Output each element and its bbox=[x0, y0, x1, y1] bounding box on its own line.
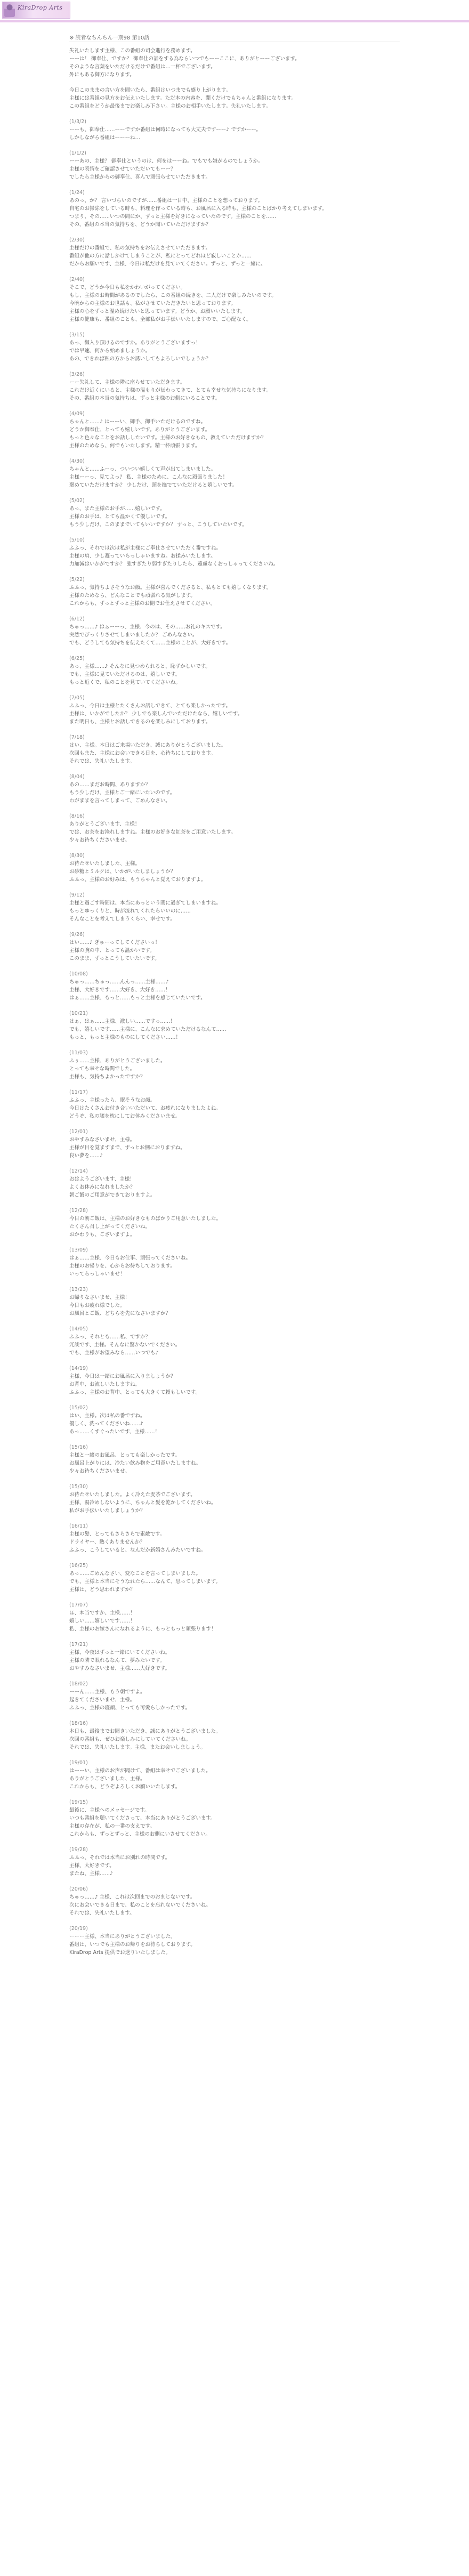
transcript-paragraph bbox=[69, 536, 410, 568]
transcript-paragraph bbox=[69, 1522, 410, 1554]
transcript-paragraph bbox=[69, 47, 410, 79]
paragraph-timestamp: (6/12) bbox=[69, 616, 85, 622]
paragraph-line: 主様は、いかがでしたか？ 少しでも楽しんでいただけたなら、嬉しいです。 bbox=[69, 711, 243, 717]
paragraph-line: おはようございます、主様！ bbox=[69, 1176, 135, 1182]
paragraph-timestamp: (14/19) bbox=[69, 1366, 88, 1371]
paragraph-timestamp: (19/15) bbox=[69, 1799, 88, 1805]
paragraph-line: 主様の髪、とってもさらさらで素敵です。 bbox=[69, 1531, 165, 1537]
transcript-paragraph bbox=[69, 733, 410, 765]
transcript-paragraph bbox=[69, 694, 410, 726]
paragraph-timestamp: (11/03) bbox=[69, 1050, 88, 1056]
paragraph-timestamp: (7/18) bbox=[69, 734, 85, 740]
transcript-paragraph bbox=[69, 276, 410, 324]
paragraph-line: 少々お待ちくださいませ。 bbox=[69, 1468, 130, 1474]
paragraph-line: 主様の健康も、番組のことも、全部私がお手伝いいたしますので、ご心配なく。 bbox=[69, 317, 252, 322]
transcript-paragraph bbox=[69, 149, 410, 181]
paragraph-line: ちゅっ……ちゅっ……んんっ……主様……♪ bbox=[69, 979, 169, 985]
logo-figure-icon bbox=[4, 3, 15, 17]
transcript-paragraph bbox=[69, 1443, 410, 1475]
transcript-paragraph bbox=[69, 1641, 410, 1673]
paragraph-line: でも、主様がお望みなら……いつでも♪ bbox=[69, 1350, 159, 1356]
paragraph-line: これからも、ずっとずっと、主様のお側にいさせてください。 bbox=[69, 1831, 211, 1837]
transcript-paragraph bbox=[69, 1562, 410, 1594]
paragraph-line: お背中、お流しいたしますね。 bbox=[69, 1382, 141, 1387]
transcript-paragraph bbox=[69, 118, 410, 142]
paragraph-line: おやすみなさいませ、主様。 bbox=[69, 1137, 135, 1143]
paragraph-line: 主様の隣で眠れるなんて、夢みたいです。 bbox=[69, 1658, 165, 1664]
paragraph-line: このまま、ずっとこうしていたいです。 bbox=[69, 956, 160, 962]
paragraph-line: おやすみなさいませ、主様……大好きです。 bbox=[69, 1666, 170, 1671]
transcript-paragraph bbox=[69, 655, 410, 687]
paragraph-line: だからお願いです、主様、今日は私だけを見ていてください。ずっと、ずっと一緒に。 bbox=[69, 261, 266, 267]
paragraph-line: お待たせいたしました。よく冷えた麦茶でございます。 bbox=[69, 1492, 196, 1498]
paragraph-line: 嬉しい……嬉しいです……！ bbox=[69, 1618, 135, 1624]
paragraph-line: ふふっ、こうしていると、なんだか新婚さんみたいですね。 bbox=[69, 1547, 206, 1553]
paragraph-timestamp: (19/01) bbox=[69, 1760, 88, 1766]
transcript-paragraph bbox=[69, 236, 410, 268]
paragraph-line: 主様、湯冷めしないように、ちゃんと髪を乾かしてくださいね。 bbox=[69, 1500, 216, 1506]
transcript-paragraph bbox=[69, 1759, 410, 1791]
paragraph-line: 主様と一緒のお風呂、とっても楽しかったです。 bbox=[69, 1452, 181, 1458]
transcript-paragraph bbox=[69, 1364, 410, 1396]
paragraph-line: もっとゆっくりと、時が流れてくれたらいいのに…… bbox=[69, 908, 191, 914]
paragraph-line: お砂糖とミルクは、いかがいたしましょうか？ bbox=[69, 869, 176, 875]
transcript-paragraph bbox=[69, 812, 410, 844]
paragraph-line: いってらっしゃいませ！ bbox=[69, 1271, 125, 1277]
paragraph-line: あの、できれば私の方からお誘いしてもよろしいでしょうか？ bbox=[69, 356, 211, 362]
paragraph-timestamp: (3/15) bbox=[69, 332, 85, 338]
paragraph-timestamp: (15/30) bbox=[69, 1484, 88, 1490]
paragraph-line: 主様のお帰りを、心からお待ちしております。 bbox=[69, 1263, 175, 1269]
paragraph-line: 主様の表情をご確認させていただいてもーー？ bbox=[69, 166, 176, 172]
paragraph-line: 本日も、最後までお聞きいただき、誠にありがとうございました。 bbox=[69, 1729, 221, 1734]
paragraph-timestamp: (6/25) bbox=[69, 656, 85, 661]
paragraph-line: たくさん召し上がってくださいね。 bbox=[69, 1224, 151, 1230]
transcript-paragraph bbox=[69, 1128, 410, 1160]
paragraph-line: でも、どうしても気持ちを伝えたくて……主様のことが、大好きです。 bbox=[69, 640, 231, 646]
transcript-paragraph bbox=[69, 1049, 410, 1081]
paragraph-timestamp: (1/3/2) bbox=[69, 119, 86, 125]
paragraph-line: 突然でびっくりさせてしまいましたか？ ごめんなさい。 bbox=[69, 632, 198, 638]
paragraph-timestamp: (12/01) bbox=[69, 1129, 88, 1135]
paragraph-line: はぁ……主様、もっと……もっと主様を感じていたいです。 bbox=[69, 995, 206, 1001]
paragraph-line: その、番組の本当の気持ちは、ずっと主様のお側にいることです。 bbox=[69, 395, 221, 401]
paragraph-line: これからも、ずっとずっと主様のお側でお仕えさせてください。 bbox=[69, 601, 216, 607]
paragraph-line: またね、主様……♪ bbox=[69, 1871, 114, 1877]
paragraph-line: ふふっ、主様ったら、眠そうなお顔。 bbox=[69, 1097, 156, 1103]
paragraph-line: ーー失礼して、主様の隣に座らせていただきます。 bbox=[69, 379, 185, 385]
transcript-paragraph bbox=[69, 852, 410, 884]
paragraph-timestamp: (17/07) bbox=[69, 1602, 88, 1608]
paragraph-line: あっ……ごめんなさい、変なことを言ってしまいました。 bbox=[69, 1571, 201, 1577]
paragraph-line: いつも番組を聴いてくださって、本当にありがとうございます。 bbox=[69, 1815, 216, 1821]
paragraph-line: ーーあの、主様？ 御奉仕というのは、何をはーーね。でもでも嫌がるのでしょうか。 bbox=[69, 158, 263, 164]
paragraph-line: ふふっ、それでは本当にお別れの時間です。 bbox=[69, 1855, 171, 1861]
paragraph-line: 朝ご飯のご用意ができておりますよ。 bbox=[69, 1192, 156, 1198]
paragraph-line: 私、主様のお嫁さんになれるように、もっともっと頑張ります！ bbox=[69, 1626, 216, 1632]
paragraph-line: 優しく、洗ってくださいね……♪ bbox=[69, 1421, 143, 1427]
paragraph-line: はい、主様。次は私の番ですね。 bbox=[69, 1413, 145, 1419]
paragraph-line: 失礼いたします主様、この番組の司会進行を務めます。 bbox=[69, 48, 196, 54]
paragraph-line: もっと、もっと主様のものにしてください……！ bbox=[69, 1035, 181, 1040]
paragraph-line: 次回の番組も、ぜひお楽しみにしていてくださいね。 bbox=[69, 1737, 191, 1742]
paragraph-line: ーーん……主様、もう朝ですよ。 bbox=[69, 1689, 145, 1695]
paragraph-line: 主様ーーっ、見てよっ？ 私、主様のために、こんなに頑張りました！ bbox=[69, 474, 228, 480]
transcript-paragraph bbox=[69, 331, 410, 363]
paragraph-line: それでは、失礼いたします。主様、またお会いしましょう。 bbox=[69, 1745, 206, 1750]
paragraph-line: ちゃんと……ふーっ、ついつい嬉しくて声が出てしまいました。 bbox=[69, 466, 216, 472]
paragraph-timestamp: (19/28) bbox=[69, 1847, 88, 1853]
page-title bbox=[69, 33, 149, 41]
paragraph-line: はぁ……主様、今日もお仕事、頑張ってくださいね。 bbox=[69, 1255, 191, 1261]
paragraph-line: はい、主様。本日はご来場いただき、誠にありがとうございました。 bbox=[69, 742, 227, 748]
paragraph-line: これだけ近くにいると、主様の温もりが伝わってきて、とても幸せな気持ちになります。 bbox=[69, 387, 271, 393]
logo-text: KiraDrop Arts bbox=[18, 4, 63, 11]
paragraph-line: とっても幸せな時間でした。 bbox=[69, 1066, 135, 1072]
paragraph-line: そのような言葉をいただけるだけで番組は…一杯でございます。 bbox=[69, 64, 216, 70]
transcript-paragraph bbox=[69, 1404, 410, 1436]
paragraph-line: 主様だけの番組で、私の気持ちをお伝えさせていただきます。 bbox=[69, 245, 211, 251]
transcript-paragraph bbox=[69, 773, 410, 805]
paragraph-line: KiraDrop Arts 提供でお送りいたしました。 bbox=[69, 1950, 171, 1956]
site-logo[interactable] bbox=[2, 2, 70, 19]
paragraph-line: 冗談です、主様。そんなに驚かないでください。 bbox=[69, 1342, 181, 1348]
transcript-paragraph bbox=[69, 410, 410, 450]
paragraph-line: 良い夢を……♪ bbox=[69, 1153, 103, 1159]
paragraph-line: 主様、大好きです。 bbox=[69, 1863, 115, 1869]
paragraph-timestamp: (8/04) bbox=[69, 774, 85, 780]
transcript-paragraph bbox=[69, 370, 410, 402]
paragraph-timestamp: (3/26) bbox=[69, 372, 85, 377]
paragraph-line: ふふっ、主様の寝顔、とっても可愛らしかったです。 bbox=[69, 1705, 191, 1711]
paragraph-line: あっ、御入り頂けるのですか。ありがとうございますっ！ bbox=[69, 340, 201, 346]
transcript-paragraph bbox=[69, 970, 410, 1002]
transcript-paragraph bbox=[69, 189, 410, 229]
transcript-paragraph bbox=[69, 615, 410, 647]
transcript-paragraph bbox=[69, 1798, 410, 1838]
paragraph-line: 主様のためなら、どんなことでも頑張れる気がします。 bbox=[69, 593, 196, 599]
transcript-paragraph bbox=[69, 1088, 410, 1120]
paragraph-line: そこで、どうか今日も私をかわいがってください。 bbox=[69, 285, 186, 290]
paragraph-line: ーーー主様、本当にありがとうございました。 bbox=[69, 1934, 176, 1940]
paragraph-line: 今日の朝ご飯は、主様のお好きなものばかりご用意いたしました。 bbox=[69, 1216, 222, 1222]
paragraph-line: 力加減はいかがですか？ 強すぎたり弱すぎたりしたら、遠慮なくおっしゃってくださいね。 bbox=[69, 561, 279, 567]
paragraph-line: お帰りなさいませ、主様！ bbox=[69, 1295, 130, 1301]
paragraph-line: でしたら主様からの御奉仕、喜んで頑張らせていただきます。 bbox=[69, 174, 211, 180]
paragraph-line: 主様の肩、少し凝っていらっしゃいますね。お揉みいたします。 bbox=[69, 553, 216, 559]
paragraph-timestamp: (2/30) bbox=[69, 237, 85, 243]
paragraph-timestamp: (11/17) bbox=[69, 1089, 88, 1095]
paragraph-line: ふふっ、気持ちよさそうなお顔。主様が喜んでくださると、私もとても嬉しくなります。 bbox=[69, 585, 272, 591]
paragraph-line: では早速、何から始めましょうか。 bbox=[69, 348, 151, 354]
paragraph-timestamp: (4/09) bbox=[69, 411, 85, 417]
paragraph-line: あっ、主様……♪ そんなに見つめられると、恥ずかしいです。 bbox=[69, 664, 211, 669]
paragraph-line: でも、嬉しいです……主様に、こんなに求めていただけるなんて…… bbox=[69, 1027, 227, 1032]
transcript-paragraph bbox=[69, 1885, 410, 1917]
paragraph-timestamp: (15/16) bbox=[69, 1444, 88, 1450]
paragraph-line: ーーは！ 御奉仕、ですか？ 御奉仕の話をする為ならいつでもーーここに、ありがとーーございます。 bbox=[69, 56, 300, 62]
paragraph-line: ふふっ、今日は主様とたくさんお話しできて、とても楽しかったです。 bbox=[69, 703, 231, 709]
paragraph-line: 最後に、主様へのメッセージです。 bbox=[69, 1807, 150, 1813]
paragraph-line: 少々お待ちくださいませ。 bbox=[69, 837, 130, 843]
paragraph-timestamp: (13/09) bbox=[69, 1247, 88, 1253]
paragraph-line: ふぅ……主様、ありがとうございました。 bbox=[69, 1058, 166, 1064]
paragraph-line: ありがとうございました、主様。 bbox=[69, 1776, 145, 1782]
paragraph-line: お風呂とご飯、どちらを先になさいますか？ bbox=[69, 1311, 171, 1317]
paragraph-line: それでは、失礼いたします。 bbox=[69, 758, 135, 764]
paragraph-timestamp: (13/23) bbox=[69, 1287, 88, 1293]
paragraph-line: ちゅっ……♪ 主様、これは次回までのおまじないです。 bbox=[69, 1894, 196, 1900]
paragraph-timestamp: (1/24) bbox=[69, 190, 85, 196]
paragraph-line: つまり、その……いつの間にか、ずっと主様を好きになっていたのです。主様のことを…… bbox=[69, 214, 277, 220]
paragraph-line: 今日このままの言い方を聞いたら、番組はいつまでも盛り上がります。 bbox=[69, 87, 231, 93]
paragraph-line: これからも、どうぞよろしくお願いいたします。 bbox=[69, 1784, 181, 1790]
paragraph-line: 今晩からの主様のお世話も、私がさせていただきたいと思っております。 bbox=[69, 301, 236, 306]
paragraph-line: 主様、今日は一緒にお風呂に入りましょうか？ bbox=[69, 1374, 176, 1379]
paragraph-line: はぁ、はぁ……主様、激しい……ですっ……！ bbox=[69, 1019, 175, 1024]
paragraph-timestamp: (16/25) bbox=[69, 1563, 88, 1569]
paragraph-line: ふふっ、主様のお背中、とっても大きくて頼もしいです。 bbox=[69, 1390, 201, 1395]
paragraph-timestamp: (12/14) bbox=[69, 1168, 88, 1174]
paragraph-line: 外にもある御方になります。 bbox=[69, 72, 135, 78]
paragraph-line: どうか御奉仕、とっても嬉しいです。ありがとうございます。 bbox=[69, 427, 211, 433]
paragraph-line: でも、主様と本当にそうなれたら……なんて、思ってしまいます。 bbox=[69, 1579, 221, 1585]
paragraph-line: 主様の存在が、私の一番の支えです。 bbox=[69, 1823, 155, 1829]
paragraph-line: ちゃんと……♪ はーーい、御手、御手いただけるのですね。 bbox=[69, 419, 206, 425]
paragraph-line: ほ、本当ですか、主様……！ bbox=[69, 1610, 135, 1616]
transcript-paragraph bbox=[69, 1680, 410, 1712]
site-banner bbox=[0, 0, 469, 20]
paragraph-line: お待たせいたしました、主様。 bbox=[69, 861, 141, 867]
paragraph-timestamp: (9/12) bbox=[69, 892, 85, 898]
paragraph-timestamp: (10/08) bbox=[69, 971, 88, 977]
transcript-paragraph bbox=[69, 86, 410, 110]
transcript-paragraph bbox=[69, 1846, 410, 1878]
paragraph-line: ありがとうございます、主様！ bbox=[69, 821, 140, 827]
paragraph-line: ふふっ、それでは次は私が主様にご奉仕させていただく番ですね。 bbox=[69, 545, 222, 551]
transcript-paragraph bbox=[69, 1286, 410, 1318]
paragraph-line: お風呂上がりには、冷たい飲み物をご用意いたしますね。 bbox=[69, 1460, 201, 1466]
transcript-body bbox=[69, 47, 410, 1964]
paragraph-line: 主様と過ごす時間は、本当にあっという間に過ぎてしまいますね。 bbox=[69, 900, 221, 906]
paragraph-timestamp: (1/1/2) bbox=[69, 150, 86, 156]
paragraph-line: 次にお会いできる日まで、私のことを忘れないでくださいね。 bbox=[69, 1902, 211, 1908]
transcript-paragraph bbox=[69, 1719, 410, 1751]
paragraph-timestamp: (15/02) bbox=[69, 1405, 88, 1411]
paragraph-line: もう少しだけ、主様とご一緒にいたいのです。 bbox=[69, 790, 175, 796]
transcript-paragraph bbox=[69, 931, 410, 963]
paragraph-line: ちゅっ……♪ はぁーーっ、主様、今のは、その……お礼のキスです。 bbox=[69, 624, 225, 630]
paragraph-line: 番組は、いつでも主様のお帰りをお待ちしております。 bbox=[69, 1942, 196, 1948]
paragraph-timestamp: (8/30) bbox=[69, 853, 85, 859]
transcript-paragraph bbox=[69, 576, 410, 608]
transcript-paragraph bbox=[69, 1325, 410, 1357]
paragraph-timestamp: (5/10) bbox=[69, 537, 85, 543]
paragraph-line: あのっ、か？ 言いづらいのですが……番組は一日中、主様のことを想っております。 bbox=[69, 198, 263, 204]
paragraph-line: わがままを言ってしまって、ごめんなさい。 bbox=[69, 798, 171, 804]
paragraph-timestamp: (2/40) bbox=[69, 277, 85, 282]
transcript-paragraph bbox=[69, 1167, 410, 1199]
paragraph-line: 主様も、気持ちよかったですか？ bbox=[69, 1074, 145, 1080]
paragraph-line: また明日も、主様とお話しできるのを楽しみにしております。 bbox=[69, 719, 211, 725]
paragraph-line: ふふっ、主様のお好みは、もうちゃんと覚えておりますよ。 bbox=[69, 877, 206, 883]
paragraph-line: おかわりも、ございますよ。 bbox=[69, 1232, 135, 1238]
paragraph-timestamp: (8/16) bbox=[69, 813, 85, 819]
paragraph-timestamp: (18/16) bbox=[69, 1721, 88, 1726]
paragraph-line: もう少しだけ、このままでいてもいいですか？ ずっと、こうしていたいです。 bbox=[69, 522, 247, 528]
paragraph-line: 主様が目を覚ますまで、ずっとお側におりますね。 bbox=[69, 1145, 185, 1151]
paragraph-line: どうぞ、私の膝を枕にしてお休みくださいませ。 bbox=[69, 1113, 181, 1119]
transcript-paragraph bbox=[69, 1925, 410, 1957]
transcript-paragraph bbox=[69, 891, 410, 923]
paragraph-timestamp: (17/21) bbox=[69, 1642, 88, 1648]
paragraph-line: 主様の腕の中、とっても温かいです。 bbox=[69, 948, 155, 954]
paragraph-line: もし、主様のお時間があるのでしたら、この番組の続きを、二人だけで楽しみたいのです。 bbox=[69, 293, 277, 298]
paragraph-line: 主様には番組の見方をお伝えいたします。ただ本の内容を、聞くだけでもちゃんと番組になります。 bbox=[69, 95, 296, 101]
paragraph-line: 今日もお疲れ様でした。 bbox=[69, 1303, 125, 1309]
paragraph-timestamp: (16/11) bbox=[69, 1523, 88, 1529]
paragraph-timestamp: (10/21) bbox=[69, 1011, 88, 1016]
paragraph-line: 主様の心をずっと温め続けたいと思っています。どうか、お願いいたします。 bbox=[69, 309, 246, 314]
paragraph-line: はーーい、主様のお声が聞けて、番組は幸せでございました。 bbox=[69, 1768, 211, 1774]
paragraph-line: あの……まだお時間、ありますか？ bbox=[69, 782, 151, 788]
paragraph-line: では、お茶をお淹れしますね。主様のお好きな紅茶をご用意いたします。 bbox=[69, 829, 236, 835]
paragraph-line: 主様は、どう思われますか？ bbox=[69, 1587, 135, 1593]
transcript-paragraph bbox=[69, 1246, 410, 1278]
paragraph-line: ふふっ、それとも……私、ですか？ bbox=[69, 1334, 151, 1340]
paragraph-line: 今日はたくさんお付き合いいただいて、お疲れになりましたよね。 bbox=[69, 1105, 221, 1111]
paragraph-timestamp: (12/28) bbox=[69, 1208, 88, 1214]
transcript-paragraph bbox=[69, 497, 410, 529]
paragraph-line: ドライヤー、熱くありませんか？ bbox=[69, 1539, 145, 1545]
page-title-text: ※ 読者なちんちん一期98 第10話 bbox=[69, 35, 150, 41]
paragraph-line: 主様のお手は、とても温かくて優しいです。 bbox=[69, 514, 171, 520]
paragraph-line: それでは、失礼いたします。 bbox=[69, 1910, 135, 1916]
paragraph-line: 主様、大好きです……大好き、大好き……！ bbox=[69, 987, 171, 993]
paragraph-timestamp: (5/22) bbox=[69, 577, 85, 583]
paragraph-line: しかしながら番組はーーーね… bbox=[69, 135, 141, 141]
paragraph-timestamp: (5/02) bbox=[69, 498, 85, 504]
paragraph-timestamp: (20/19) bbox=[69, 1926, 88, 1932]
paragraph-line: この番組をどうか最後までお楽しみ下さい。主様のお相手いたします。失礼いたします。 bbox=[69, 103, 271, 109]
transcript-paragraph bbox=[69, 1010, 410, 1041]
paragraph-timestamp: (4/30) bbox=[69, 458, 85, 464]
paragraph-timestamp: (9/26) bbox=[69, 932, 85, 938]
transcript-paragraph bbox=[69, 1207, 410, 1239]
paragraph-line: あっ……くすぐったいです、主様……！ bbox=[69, 1429, 160, 1435]
paragraph-line: 私がお手伝いいたしましょうか？ bbox=[69, 1508, 145, 1514]
paragraph-line: そんなことを考えてしまうくらい、幸せです。 bbox=[69, 916, 175, 922]
paragraph-line: ーーも、御奉仕……ーーですか番組は何時になっても大丈夫ですーー♪ ですかーー。 bbox=[69, 127, 261, 133]
paragraph-timestamp: (20/06) bbox=[69, 1886, 88, 1892]
paragraph-line: もっと色々なことをお話ししたいです。主様のお好きなもの、教えていただけますか？ bbox=[69, 435, 266, 441]
paragraph-timestamp: (14/05) bbox=[69, 1326, 88, 1332]
paragraph-timestamp: (18/02) bbox=[69, 1681, 88, 1687]
transcript-paragraph bbox=[69, 1601, 410, 1633]
paragraph-line: あっ、また主様のお手が……嬉しいです。 bbox=[69, 506, 165, 512]
paragraph-line: でも、主様に見ていただけるのは、嬉しいです。 bbox=[69, 672, 181, 677]
paragraph-line: 主様のためなら、何でもいたします。精一杯頑張ります。 bbox=[69, 443, 200, 449]
paragraph-line: 番組が他の方に話しかけてしまうことが、私にとってどれほど寂しいことか…… bbox=[69, 253, 252, 259]
paragraph-line: よくお休みになれましたか？ bbox=[69, 1184, 135, 1190]
paragraph-line: 自宅のお掃除をしている時も、料理を作っている時も、お風呂に入る時も、主様のことばかり考えてしまいます。 bbox=[69, 206, 327, 212]
paragraph-line: 主様、今夜はずっと一緒にいてくださいね。 bbox=[69, 1650, 171, 1656]
paragraph-line: 褒めていただけますか？ 少しだけ、頭を撫でていただけると嬉しいです。 bbox=[69, 482, 238, 488]
paragraph-line: はい……♪ ぎゅーってしてくださいっ！ bbox=[69, 940, 160, 946]
transcript-paragraph bbox=[69, 1483, 410, 1515]
paragraph-line: 次回もまた、主様にお会いできる日を、心待ちにしております。 bbox=[69, 750, 216, 756]
transcript-paragraph bbox=[69, 457, 410, 489]
paragraph-line: その、番組の本当の気持ちを、どうか聞いていただけますか？ bbox=[69, 222, 211, 228]
paragraph-line: もっと近くで、私のことを見ていてくださいね。 bbox=[69, 680, 181, 685]
banner-divider bbox=[0, 20, 469, 22]
paragraph-line: 起きてくださいませ、主様。 bbox=[69, 1697, 135, 1703]
paragraph-timestamp: (7/05) bbox=[69, 695, 85, 701]
